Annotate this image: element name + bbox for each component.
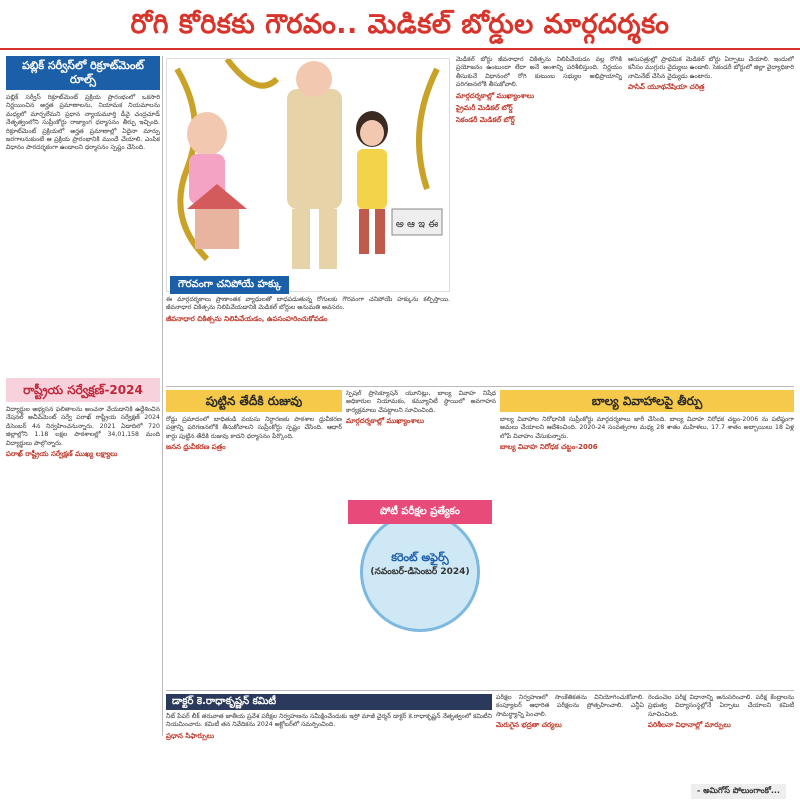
col5-subhead: పాసివ్ యూథనేషియా చరిత్ర	[628, 83, 705, 92]
radhakrishnan-title: డాక్టర్ కె.రాధాకృష్ణన్ కమిటీ	[166, 694, 492, 710]
child-marriage-subhead: బాల్య వివాహ నిరోధక చట్టం-2006	[500, 443, 598, 452]
radhakrishnan-body: నీట్ పేపర్ లీక్ తరువాత జాతీయ ప్రవేశ పరీక్షల నిర్వహణను సమీక్షించేందుకు ఇస్రో మాజీ చైర్మన్ డాక్టర్ కె.రాధాకృష్ణన్ నేతృత్వంలో కమిటీని నియమించారు. కమిటీ తన నివేదికను 2024 అక్టోబర్‌లో సమర్పించింది.	[166, 713, 492, 729]
dignity-subhead: జీవనాధార చికిత్సను నిలిపివేయడం, ఉపసంహరించుకోవడం	[166, 314, 328, 323]
national-survey-body: విద్యార్థుల అభ్యసన ఫలితాలను అంచనా వేయడానికి ఉద్దేశించిన నేషనల్ అచీవ్‌మెంట్ సర్వే పరాఖ్ రాష్ట్రీయ సర్వేక్షణ్ 2024 డిసెంబర్ 4న నిర్వహించనున్నారు. 2021 ఏడాదిలో 720 జిల్లాల్లోని 1.18 లక్షల పాఠశాలల్లో 34,01,158 మంది విద్యార్థులు పాల్గొన్నారు.	[6, 406, 160, 447]
col-6	[346, 390, 496, 495]
bottom-right-subhead: పరిశీలనా విధానాల్లో మార్పులు	[648, 721, 731, 730]
birth-date-title: పుట్టిన తేదీకి రుజువు	[166, 390, 342, 412]
dignity-illustration-icon	[167, 59, 450, 292]
child-marriage-title: బాల్య వివాహాలపై తీర్పు	[500, 390, 794, 412]
bottom-mid-subhead: మెరుగైన భద్రతా చర్యలు	[496, 721, 562, 730]
col-bottom-right	[648, 694, 794, 778]
dignity-caption: గౌరవంగా చనిపోయే హక్కు	[170, 276, 289, 294]
col-birth-date	[166, 390, 342, 690]
exam-special-label: కరెంట్ అఫైర్స్	[391, 551, 449, 564]
col6-body: స్పెషల్ ప్రాసెక్యూషన్ యూనిట్లు, బాల్య వివాహ నిషేధ అధికారుల నియామకం, కమ్యూనిటీ స్థాయిలో అవగాహన కార్యక్రమాలు చేపట్టాలని సూచించింది.	[346, 390, 496, 414]
dignity-body: ఈ మార్గదర్శకాలు ప్రాణాంతక వ్యాధులతో బాధపడుతున్న రోగులకు గౌరవంగా చనిపోయే హక్కును కల్పిస్తాయి. జీవనాధార చికిత్సను నిలిపివేయడానికి మెడికల్ బోర్డుల అనుమతి అవసరం.	[166, 296, 450, 312]
national-survey-title: రాష్ట్రీయ సర్వేక్షణ్-2024	[6, 378, 160, 402]
footer-signature: - అమిగోస్ పోలుంగాంకో...	[691, 784, 786, 799]
headline: రోగి కోరికకు గౌరవం.. మెడికల్ బోర్డుల మార్గదర్శకం	[0, 0, 800, 50]
col-divider-1	[162, 56, 163, 736]
public-service-body: పబ్లిక్ సర్వీస్ రిక్రూట్‌మెంట్ ప్రక్రియ ప్రారంభంలో ఒకసారి నిర్ణయించిన అర్హత ప్రమాణాలను, నియామక నియమాలను మధ్యలో మార్చలేమని ప్రధాన న్యాయమూర్తి డీవై చంద్రచూడ్ నేతృత్వంలోని సుప్రీంకోర్టు రాజ్యాంగ ధర్మాసనం తీర్పు ఇచ్చింది. రిక్రూట్‌మెంట్ ప్రక్రియలో అర్హత ప్రమాణాల్లో ఏదైనా మార్పు జరగాలనుకుంటే ఆ ప్రక్రియ ప్రారంభానికి ముందే చేయాలి. ఎంపిక విధానం పారదర్శకంగా ఉండాలని ధర్మాసనం స్పష్టం చేసింది.	[6, 94, 160, 152]
bottom-divider	[166, 690, 794, 691]
illustration-signboard: అ ఆ ఇ ఈ	[395, 219, 439, 230]
col-bottom-mid	[496, 694, 644, 798]
birth-date-subhead: జనన ధ్రువీకరణ పత్రం	[166, 443, 226, 452]
col6-subhead: మార్గదర్శకాల్లో ముఖ్యాంశాలు	[346, 417, 425, 426]
exam-special-banner: పోటీ పరీక్షల ప్రత్యేకం	[348, 500, 492, 524]
col4-subhead-3: సెకండరీ మెడికల్ బోర్డ్	[456, 115, 515, 124]
bottom-mid-body: పరీక్షల నిర్వహణలో సాంకేతికతను వినియోగించుకోవాలి. కంప్యూటర్ ఆధారిత పరీక్షలను ప్రోత్సహించాలి. ఎన్టీఏ సామర్థ్యాన్ని పెంచాలి.	[496, 694, 644, 718]
public-service-title: పబ్లిక్ సర్వీస్‌లో రిక్రూట్‌మెంట్ రూల్స్	[6, 56, 160, 90]
row-divider	[166, 386, 794, 387]
col-national-survey	[6, 378, 160, 708]
bottom-right-body: రెండంచెల పరీక్ష విధానాన్ని అనుసరించాలి. పరీక్ష కేంద్రాలను ప్రభుత్వ విద్యాసంస్థల్లోనే ఏర్పాటు చేయాలని కమిటీ సూచించింది.	[648, 694, 794, 718]
col-dignity	[166, 296, 450, 376]
col-5	[628, 56, 794, 386]
national-survey-subhead: పరాఖ్ రాష్ట్రీయ సర్వేక్షణ్ ముఖ్య లక్ష్యాలు	[6, 450, 118, 459]
col4-subhead-1: మార్గదర్శకాల్లో ముఖ్యాంశాలు	[456, 91, 535, 100]
child-marriage-body: బాల్య వివాహాల నిరోధానికి సుప్రీంకోర్టు మార్గదర్శకాలు జారీ చేసింది. బాల్య వివాహ నిరోధక చట్టం-2006 ను పటిష్ఠంగా అమలు చేయాలని ఆదేశించింది. 2020-24 సంవత్సరాల మధ్య 28 శాతం మహిళలు, 17.7 శాతం అబ్బాయిలు 18 ఏళ్ల లోపే వివాహం చేసుకున్నారు.	[500, 416, 794, 440]
col-child-marriage	[500, 390, 794, 690]
radhakrishnan-subhead: ప్రధాన సిఫార్సులు	[166, 731, 215, 740]
illustration	[166, 58, 450, 292]
birth-date-body: రోడ్డు ప్రమాదంలో బాధితుడి వయసు నిర్ధారణకు పాఠశాల ధ్రువీకరణ పత్రాన్ని పరిగణనలోకి తీసుకోవాలని సుప్రీంకోర్టు స్పష్టం చేసింది. ఆధార్ కార్డు పుట్టిన తేదీకి రుజువు కాదని ధర్మాసనం పేర్కొంది.	[166, 416, 342, 440]
col4-subhead-2: ప్రైమరీ మెడికల్ బోర్డ్	[456, 103, 513, 112]
col5-body: ఆసుపత్రుల్లో ప్రాథమిక మెడికల్ బోర్డు ఏర్పాటు చేయాలి. ఇందులో కనీసం ముగ్గురు వైద్యులు ఉండాలి. సెకండరీ బోర్డులో జిల్లా వైద్యాధికారి నామినేట్ చేసిన వైద్యుడు ఉంటారు.	[628, 56, 794, 80]
exam-special-text	[362, 550, 478, 580]
col-4	[456, 56, 622, 386]
col-public-service	[6, 56, 160, 376]
col-radhakrishnan	[166, 694, 492, 798]
col4-body: మెడికల్ బోర్డు జీవనాధార చికిత్సను నిలిపివేయడం వల్ల రోగికి ప్రయోజనం ఉంటుందా లేదా అనే అంశాన్ని పరిశీలిస్తుంది. నిర్ణయం తీసుకునే విధానంలో రోగి కుటుంబ సభ్యుల అభిప్రాయాన్ని పరిగణనలోకి తీసుకోవాలి.	[456, 56, 622, 89]
exam-special-period: (నవంబర్-డిసెంబర్ 2024)	[370, 567, 470, 577]
